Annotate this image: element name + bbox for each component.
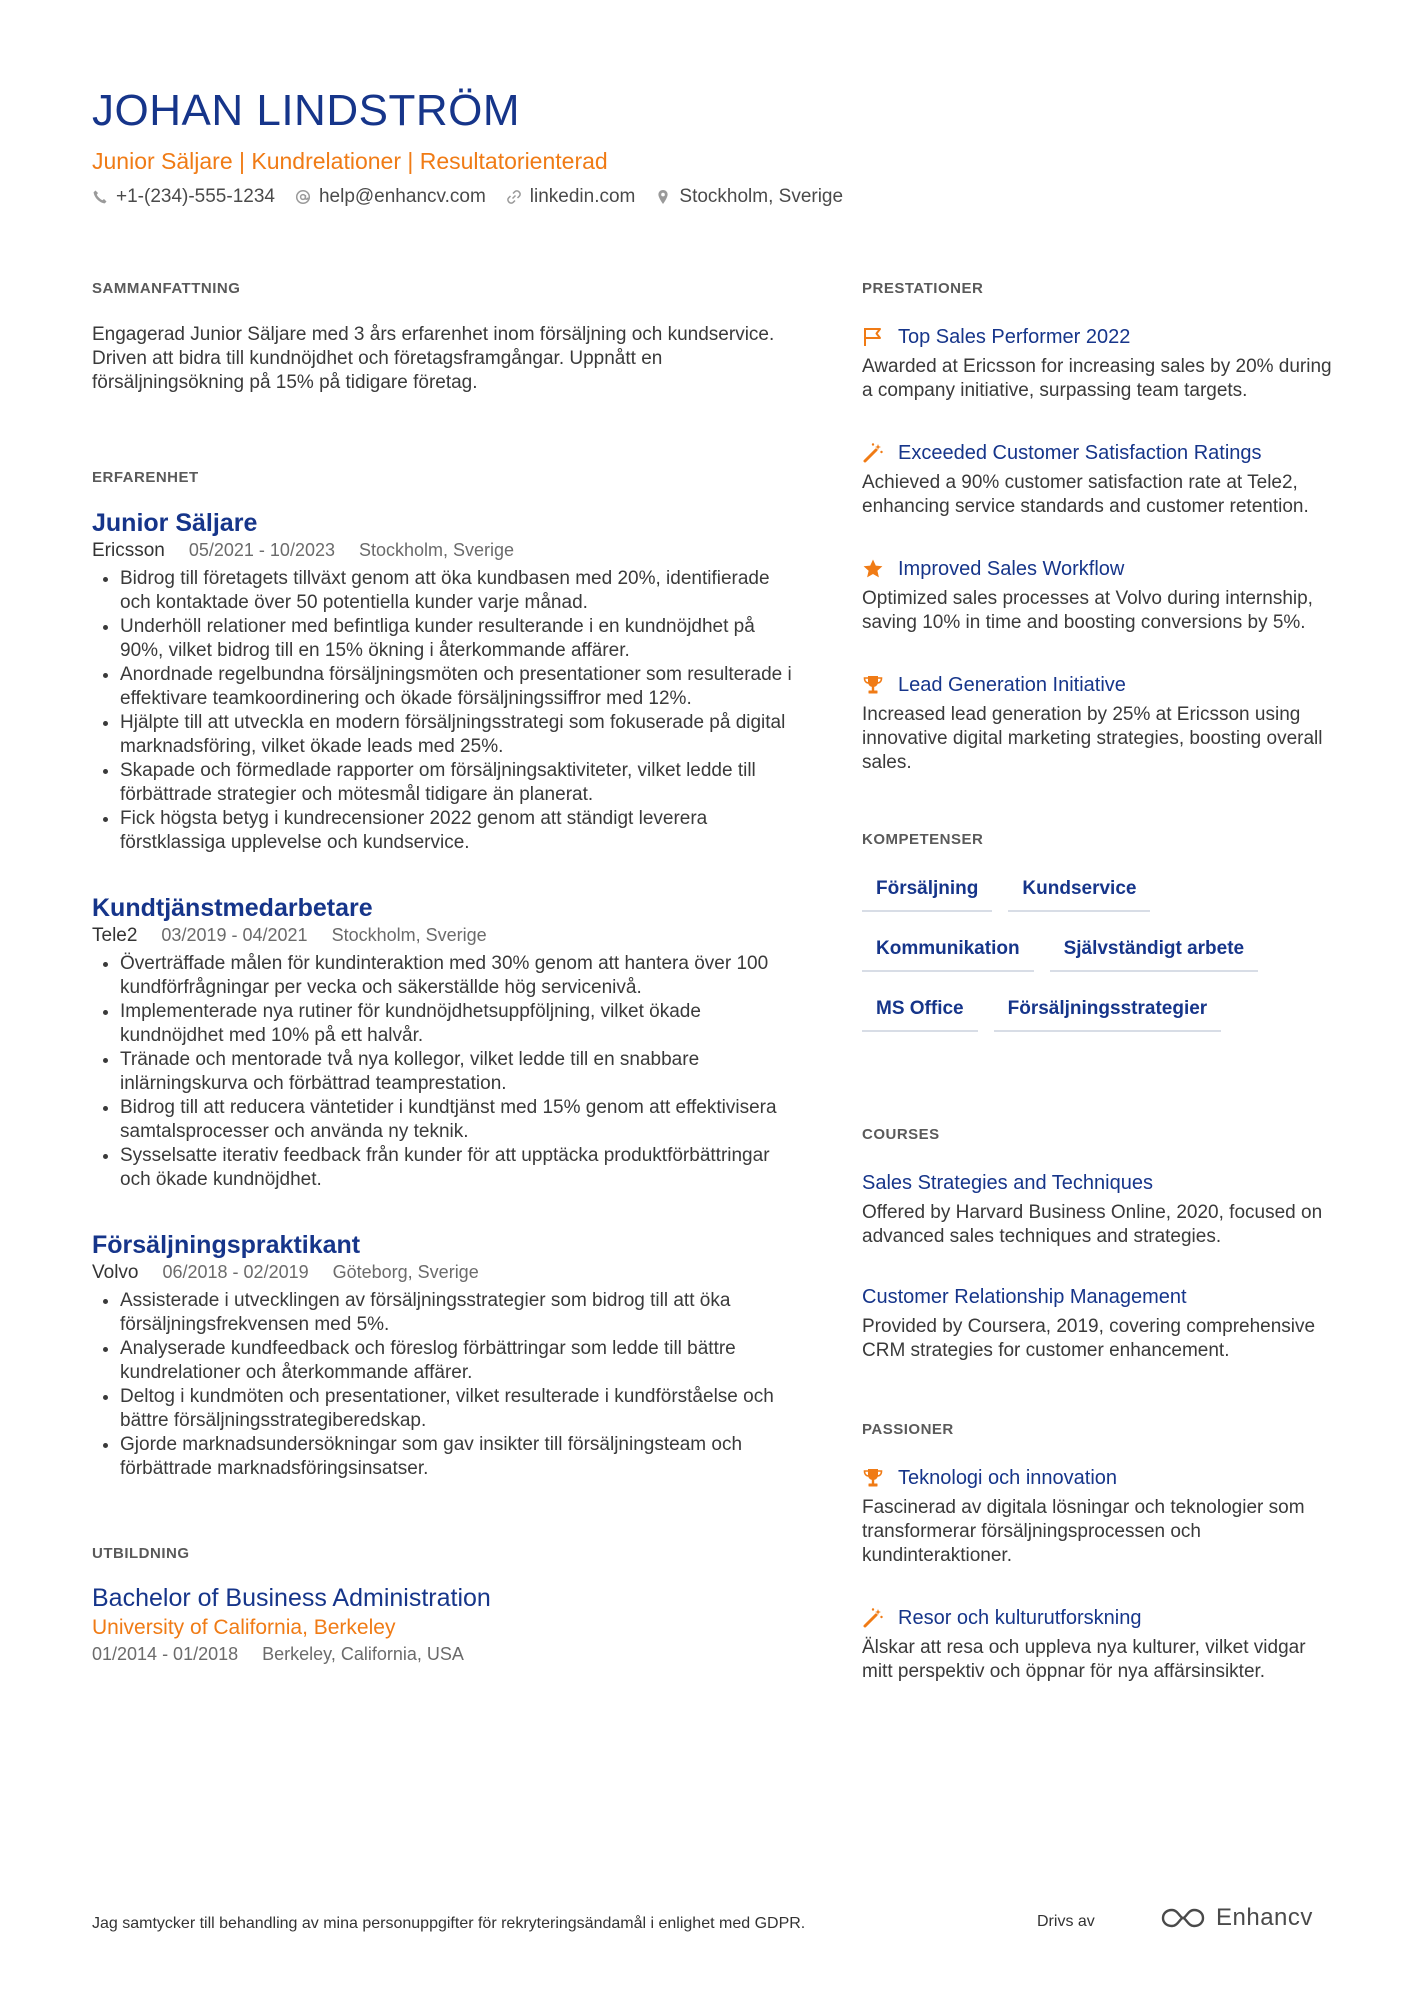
skill-tag: Självständigt arbete xyxy=(1050,936,1259,972)
contact-location xyxy=(655,186,843,208)
job-bullet: • Deltog i kundmöten och presentationer, vilket resulterade i kundförståelse och bättre försäljningsstrategiberedskap. xyxy=(120,1385,792,1433)
passions-section xyxy=(862,1421,1332,1684)
passion-item xyxy=(862,1604,1332,1684)
job-bullet: • Bidrog till företagets tillväxt genom att öka kundbasen med 20%, identifierade och kontaktade över 50 potentiella kunder varje månad. xyxy=(120,567,792,615)
passion-title: Resor och kulturutforskning xyxy=(898,1607,1142,1629)
job-meta xyxy=(92,923,792,948)
passion-item xyxy=(862,1464,1332,1568)
job-bullet: • Assisterade i utvecklingen av försäljningsstrategier som bidrog till att öka försäljningsfrekvensen med 5%. xyxy=(120,1289,792,1337)
passions-heading: PASSIONER xyxy=(862,1421,954,1438)
passion-header xyxy=(862,1604,1332,1632)
magic-wand-icon xyxy=(862,442,884,464)
skill-tag: Försäljningsstrategier xyxy=(994,996,1222,1032)
achievement-title: Improved Sales Workflow xyxy=(898,558,1125,580)
summary-heading: SAMMANFATTNING xyxy=(92,280,241,297)
achievement-title: Exceeded Customer Satisfaction Ratings xyxy=(898,442,1262,464)
job-location: Stockholm, Sverige xyxy=(331,925,487,945)
passion-header xyxy=(862,1464,1332,1492)
job-location: Göteborg, Sverige xyxy=(332,1262,479,1282)
skill-tag: Kommunikation xyxy=(862,936,1034,972)
headline-tagline: Junior Säljare | Kundrelationer | Resultatorienterad xyxy=(92,148,608,174)
left-column xyxy=(92,280,792,1666)
skills-list xyxy=(862,876,1332,1056)
achievements-heading: PRESTATIONER xyxy=(862,280,984,297)
job-bullet: • Fick högsta betyg i kundrecensioner 2022 genom att ständigt leverera förstklassiga upplevelse och kundservice. xyxy=(120,807,792,855)
contact-linkedin[interactable] xyxy=(506,186,636,208)
job-title: Junior Säljare xyxy=(92,509,258,537)
passion-title: Teknologi och innovation xyxy=(898,1467,1118,1489)
candidate-name: JOHAN LINDSTRÖM xyxy=(92,86,520,135)
job-meta xyxy=(92,538,792,563)
job-title: Kundtjänstmedarbetare xyxy=(92,894,373,922)
brand-name: Enhancv xyxy=(1216,1904,1313,1931)
skill-tag: Försäljning xyxy=(862,876,992,912)
education-dates: 01/2014 - 01/2018 xyxy=(92,1644,239,1664)
skills-section xyxy=(862,831,1332,1056)
courses-heading: COURSES xyxy=(862,1126,940,1143)
achievement-title: Lead Generation Initiative xyxy=(898,674,1126,696)
job-bullet: • Skapade och förmedlade rapporter om försäljningsaktiviteter, vilket ledde till förbättrade strategier och mötesmål tidigare än planerat. xyxy=(120,759,792,807)
job-meta xyxy=(92,1260,792,1285)
course-item xyxy=(862,1283,1332,1363)
job-bullets xyxy=(92,567,792,855)
courses-section xyxy=(862,1126,1332,1363)
achievement-header xyxy=(862,439,1332,467)
summary-section xyxy=(92,280,792,395)
achievement-item xyxy=(862,555,1332,635)
job-bullet: • Gjorde marknadsundersökningar som gav insikter till försäljningsteam och förbättrade marknadsföringsinsatser. xyxy=(120,1433,792,1481)
course-description: Offered by Harvard Business Online, 2020, focused on advanced sales techniques and strategies. xyxy=(862,1202,1323,1247)
achievement-description: Optimized sales processes at Volvo during internship, saving 10% in time and boosting conversions by 5%. xyxy=(862,588,1313,633)
magic-wand-icon xyxy=(862,1607,884,1629)
enhancv-logo[interactable] xyxy=(1160,1904,1313,1932)
contact-location-text: Stockholm, Sverige xyxy=(679,186,844,207)
job-bullet: • Underhöll relationer med befintliga kunder resulterande i en kundnöjdhet på 90%, vilket bidrog till en 15% ökning i återkommande affärer. xyxy=(120,615,792,663)
right-column xyxy=(862,280,1332,1720)
achievement-header xyxy=(862,555,1332,583)
job-company: Tele2 xyxy=(92,925,138,946)
job-dates: 05/2021 - 10/2023 xyxy=(188,540,335,560)
job-dates: 03/2019 - 04/2021 xyxy=(161,925,308,945)
job-entry xyxy=(92,893,792,1192)
star-icon xyxy=(862,558,884,580)
course-item xyxy=(862,1169,1332,1249)
job-entry xyxy=(92,1230,792,1481)
contact-linkedin-text: linkedin.com xyxy=(529,186,636,207)
achievement-item xyxy=(862,323,1332,403)
contact-email-text: help@enhancv.com xyxy=(318,186,486,207)
course-description: Provided by Coursera, 2019, covering comprehensive CRM strategies for customer enhancement. xyxy=(862,1316,1316,1361)
achievement-header xyxy=(862,323,1332,351)
passion-description: Älskar att resa och uppleva nya kulturer, vilket vidgar mitt perspektiv och öppnar för nya affärsinsikter. xyxy=(862,1637,1306,1682)
job-bullet: • Hjälpte till att utveckla en modern försäljningsstrategi som fokuserade på digital marknadsföring, vilket ökade leads med 25%. xyxy=(120,711,792,759)
achievement-description: Achieved a 90% customer satisfaction rate at Tele2, enhancing service standards and customer retention. xyxy=(862,472,1309,517)
course-title: Customer Relationship Management xyxy=(862,1286,1187,1308)
job-bullet: • Anordnade regelbundna försäljningsmöten och presentationer som resulterade i effektivare teamkoordinering och ökade försäljningssiffror med 12%. xyxy=(120,663,792,711)
education-section xyxy=(92,1545,792,1666)
phone-icon xyxy=(92,189,108,205)
contact-phone xyxy=(92,186,275,208)
job-bullet: • Implementerade nya rutiner för kundnöjdhetsuppföljning, vilket ökade kundnöjdhet med 10% på ett halvår. xyxy=(120,1000,792,1048)
summary-text: Engagerad Junior Säljare med 3 års erfarenhet inom försäljning och kundservice. Driven att bidra till kundnöjdhet och företagsframgångar. Uppnått en försäljningsökning på 15% på tidigare företag. xyxy=(92,324,775,393)
contact-email[interactable] xyxy=(295,186,486,208)
achievement-title: Top Sales Performer 2022 xyxy=(898,326,1131,348)
trophy-icon xyxy=(862,1467,884,1489)
trophy-icon xyxy=(862,674,884,696)
achievements-section xyxy=(862,280,1332,775)
job-bullets xyxy=(92,1289,792,1481)
passion-description: Fascinerad av digitala lösningar och teknologier som transformerar försäljningsprocessen och kundinteraktioner. xyxy=(862,1497,1305,1566)
gdpr-consent-text: Jag samtycker till behandling av mina personuppgifter för rekryteringsändamål i enlighet med GDPR. xyxy=(92,1915,806,1932)
experience-section xyxy=(92,469,792,1481)
achievement-item xyxy=(862,439,1332,519)
contact-phone-text: +1-(234)-555-1234 xyxy=(116,186,275,207)
job-title: Försäljningspraktikant xyxy=(92,1231,361,1259)
education-location: Berkeley, California, USA xyxy=(262,1644,464,1664)
job-bullet: • Sysselsatte iterativ feedback från kunder för att upptäcka produktförbättringar och ökade kundnöjdhet. xyxy=(120,1144,792,1192)
education-meta xyxy=(92,1642,792,1666)
experience-heading: ERFARENHET xyxy=(92,469,199,486)
location-pin-icon xyxy=(655,189,671,205)
skill-tag: MS Office xyxy=(862,996,978,1032)
course-title: Sales Strategies and Techniques xyxy=(862,1172,1153,1194)
skills-heading: KOMPETENSER xyxy=(862,831,984,848)
job-company: Volvo xyxy=(92,1262,139,1283)
job-dates: 06/2018 - 02/2019 xyxy=(162,1262,309,1282)
skill-tag: Kundservice xyxy=(1008,876,1150,912)
job-company: Ericsson xyxy=(92,540,165,561)
achievement-header xyxy=(862,671,1332,699)
education-heading: UTBILDNING xyxy=(92,1545,190,1562)
education-school: University of California, Berkeley xyxy=(92,1616,396,1639)
job-entry xyxy=(92,508,792,855)
flag-icon xyxy=(862,326,884,348)
infinity-logo-icon xyxy=(1160,1905,1206,1931)
link-icon xyxy=(506,189,522,205)
job-bullets xyxy=(92,952,792,1192)
achievement-description: Awarded at Ericsson for increasing sales by 20% during a company initiative, surpassing team targets. xyxy=(862,356,1332,401)
job-location: Stockholm, Sverige xyxy=(359,540,515,560)
job-bullet: • Tränade och mentorade två nya kollegor, vilket ledde till en snabbare inlärningskurva och förbättrad teamprestation. xyxy=(120,1048,792,1096)
job-bullet: • Analyserade kundfeedback och föreslog förbättringar som ledde till bättre kundrelationer och återkommande affärer. xyxy=(120,1337,792,1385)
at-icon xyxy=(295,189,311,205)
job-bullet: • Bidrog till att reducera väntetider i kundtjänst med 15% genom att effektivisera samtalsprocesser och använda ny teknik. xyxy=(120,1096,792,1144)
contact-bar xyxy=(92,186,863,208)
achievement-item xyxy=(862,671,1332,775)
job-bullet: • Överträffade målen för kundinteraktion med 30% genom att hantera över 100 kundförfrågningar per vecka och säkerställde hög servicenivå. xyxy=(120,952,792,1000)
achievement-description: Increased lead generation by 25% at Ericsson using innovative digital marketing strategies, boosting overall sales. xyxy=(862,704,1323,773)
education-degree: Bachelor of Business Administration xyxy=(92,1584,491,1612)
powered-by-label: Drivs av xyxy=(1037,1913,1095,1930)
